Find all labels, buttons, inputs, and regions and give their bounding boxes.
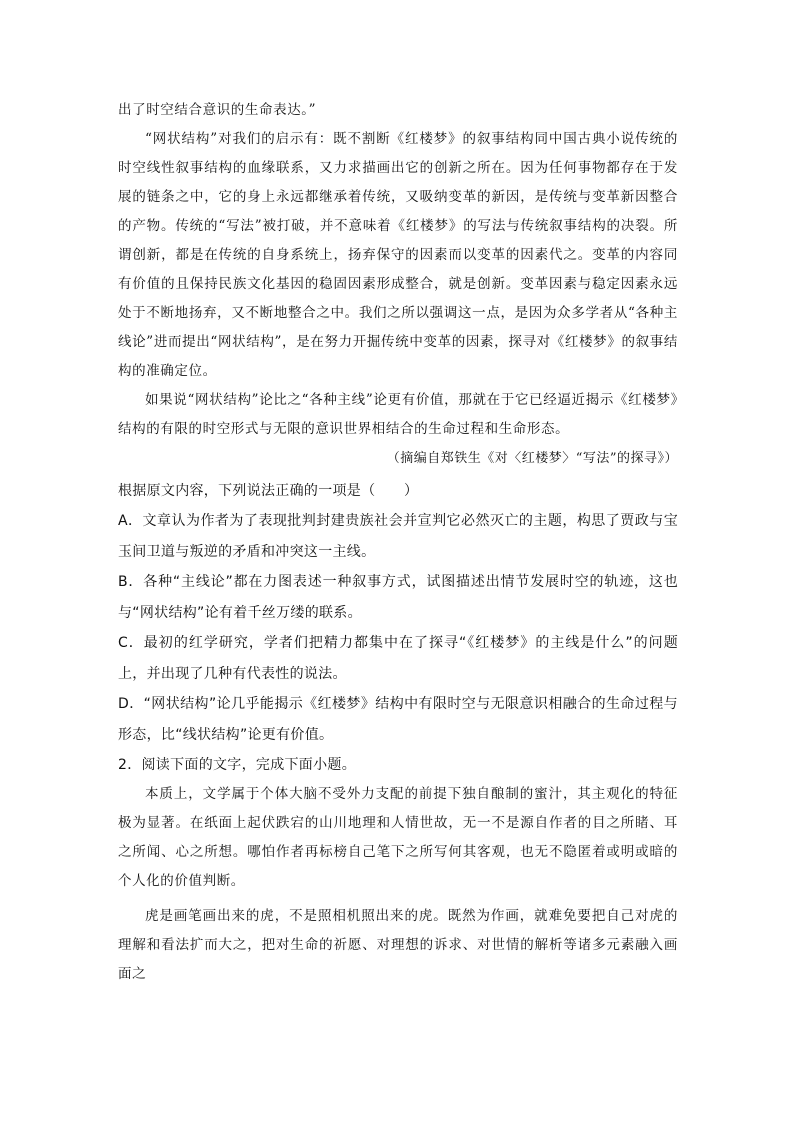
passage-paragraph-continuation: 出了时空结合意识的生命表达。” (118, 102, 317, 118)
section-2-paragraph-1: 本质上，文学属于个体大脑不受外力支配的前提下独自酿制的蜜汁，其主观化的特征极为显著。在纸面上起伏跌宕的山川地理和人情世故，无一不是源自作者的目之所睹、耳之所闻、心之所想。哪怕作者再标榜自己笔下之所写何其客观，也无不隐匿着或明或暗的个人化的价值判断。 (118, 786, 678, 889)
section-2-paragraph-2: 虎是画笔画出来的虎，不是照相机照出来的虎。既然为作画，就难免要把自己对虎的理解和看法扩而大之，把对生命的祈愿、对理想的诉求、对世情的解析等诸多元素融入画面之 (118, 908, 678, 982)
question-stem: 根据原文内容，下列说法正确的一项是（ ） (118, 483, 419, 499)
page-content (118, 96, 678, 989)
passage-source-citation: （摘编自郑铁生《对〈红楼梦〉“写法”的探寻》） (386, 451, 678, 466)
question-option-a: A．文章认为作者为了表现批判封建贵族社会并宣判它必然灭亡的主题，构思了贾政与宝玉间卫道与叛逆的矛盾和冲突这一主线。 (118, 513, 678, 560)
passage-paragraph-conclusion: 如果说“网状结构”论比之“各种主线”论更有价值，那就在于它已经逼近揭示《红楼梦》结构的有限的时空形式与无限的意识世界相结合的生命过程和生命形态。 (118, 392, 678, 437)
section-2-heading: 2．阅读下面的文字，完成下面小题。 (118, 757, 357, 773)
question-option-c: C．最初的红学研究，学者们把精力都集中在了探寻“《红楼梦》的主线是什么”的问题上，并出现了几种有代表性的说法。 (118, 635, 678, 682)
question-option-b: B．各种“主线论”都在力图表述一种叙事方式，试图描述出情节发展时空的轨迹，这也与“网状结构”论有着千丝万缕的联系。 (118, 574, 678, 621)
passage-paragraph-network-structure: “网状结构”对我们的启示有：既不割断《红楼梦》的叙事结构同中国古典小说传统的时空线性叙事结构的血缘联系，又力求描画出它的创新之所在。因为任何事物都存在于发展的链条之中，它的身上永远都继承着传统，又吸纳变革的新因，是传统与变革新因整合的产物。传统的“写法”被打破，并不意味着《红楼梦》的写法与传统叙事结构的决裂。所谓创新，都是在传统的自身系统上，扬弃保守的因素而以变革的因素代之。变革的内容同有价值的且保持民族文化基因的稳固因素形成整合，就是创新。变革因素与稳定因素永远处于不断地扬弃，又不断地整合之中。我们之所以强调这一点，是因为众多学者从“各种主线论”进而提出“网状结构”，是在努力开掘传统中变革的因素，探寻对《红楼梦》的叙事结构的准确定位。 (118, 131, 678, 379)
question-option-d: D．“网状结构”论几乎能揭示《红楼梦》结构中有限时空与无限意识相融合的生命过程与形态，比“线状结构”论更有价值。 (118, 696, 678, 743)
